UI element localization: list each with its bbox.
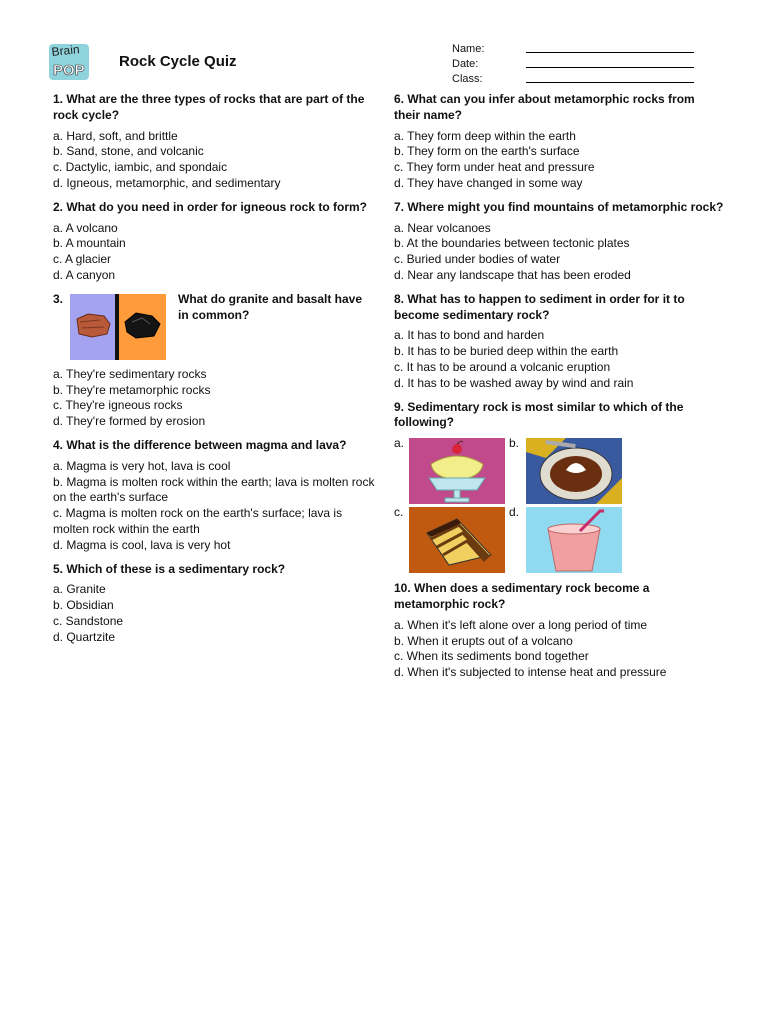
- answer-option: b. Sand, stone, and volcanic: [53, 144, 204, 159]
- left-column: [53, 92, 378, 654]
- question-text: 9. Sedimentary rock is most similar to which of the following?: [394, 399, 684, 430]
- brainpop-logo: [47, 40, 95, 82]
- answer-option: d. Magma is cool, lava is very hot: [53, 537, 231, 552]
- answer-option: b. They form on the earth's surface: [394, 144, 580, 159]
- question-text: 10. When does a sedimentary rock become a metamorphic rock?: [394, 581, 650, 611]
- quiz-title: Rock Cycle Quiz: [119, 53, 237, 70]
- answer-option: d. They have changed in some way: [394, 175, 583, 190]
- answer-option: c. When its sediments bond together: [394, 649, 589, 664]
- answer-option: c. A glacier: [53, 252, 112, 267]
- right-column: [394, 92, 724, 689]
- question-1: [53, 92, 378, 192]
- question-number: 3.: [53, 291, 64, 306]
- answer-option: c. Dactylic, iambic, and spondaic: [53, 160, 228, 175]
- answer-option: c. It has to be around a volcanic eruption: [394, 359, 611, 374]
- ice-cream-sundae-image: [409, 438, 505, 504]
- answer-option: a. It has to bond and harden: [394, 328, 545, 343]
- answer-option: c. Sandstone: [53, 613, 124, 628]
- answer-option: c.: [394, 505, 404, 520]
- granite-basalt-image: [70, 294, 166, 360]
- answer-option: b. They're metamorphic rocks: [53, 382, 211, 397]
- answer-option: a. When it's left alone over a long period of time: [394, 617, 648, 632]
- answer-option: d. A canyon: [53, 267, 116, 282]
- question-text: 6. What can you infer about metamorphic rocks from their name?: [394, 92, 695, 122]
- answer-option: d.: [509, 505, 520, 520]
- question-9: [394, 400, 724, 574]
- question-3: [53, 292, 378, 430]
- question-4: [53, 438, 378, 554]
- question-6: [394, 92, 724, 192]
- answer-option: d. It has to be washed away by wind and rain: [394, 375, 634, 390]
- question-text: 8. What has to happen to sediment in order for it to become sedimentary rock?: [394, 291, 685, 322]
- class-label: Class:: [452, 73, 483, 85]
- answer-option: b. At the boundaries between tectonic plates: [394, 236, 630, 251]
- question-text: 4. What is the difference between magma and lava?: [53, 437, 347, 452]
- answer-option: c. They form under heat and pressure: [394, 160, 595, 175]
- question-text: 2. What do you need in order for igneous rock to form?: [53, 199, 368, 214]
- question-7: [394, 200, 724, 284]
- student-info-fields: [452, 43, 702, 88]
- answer-option: a. Granite: [53, 582, 106, 597]
- answer-option: d. Igneous, metamorphic, and sedimentary: [53, 175, 281, 190]
- answer-option: d. Quartzite: [53, 629, 116, 644]
- answer-option: a. A volcano: [53, 220, 118, 235]
- class-field[interactable]: [452, 73, 702, 88]
- answer-option: b. Obsidian: [53, 598, 114, 613]
- answer-option: b.: [509, 436, 520, 451]
- milkshake-image: [526, 507, 622, 573]
- date-field[interactable]: [452, 58, 702, 73]
- answer-option: b. Magma is molten rock within the earth; lava is molten rock on the earth's surface: [53, 474, 375, 505]
- answer-option: a. Hard, soft, and brittle: [53, 128, 178, 143]
- answer-option: d. They're formed by erosion: [53, 414, 206, 429]
- answer-option: c. Buried under bodies of water: [394, 252, 561, 267]
- question-text: 5. Which of these is a sedimentary rock?: [53, 561, 286, 576]
- question-10: [394, 581, 724, 681]
- question-5: [53, 562, 378, 646]
- answer-option: a. Near volcanoes: [394, 220, 491, 235]
- name-label: Name:: [452, 43, 485, 55]
- answer-option: d. Near any landscape that has been eroded: [394, 267, 631, 282]
- answer-option: a. They're sedimentary rocks: [53, 366, 207, 381]
- chocolate-pudding-image: [526, 438, 622, 504]
- date-line[interactable]: [526, 67, 694, 68]
- question-text: What do granite and basalt have in common?: [178, 291, 363, 322]
- name-field[interactable]: [452, 43, 702, 58]
- name-line[interactable]: [526, 52, 694, 53]
- question-text: 1. What are the three types of rocks that are part of the rock cycle?: [53, 92, 365, 122]
- question-8: [394, 292, 724, 392]
- date-label: Date:: [452, 58, 479, 70]
- answer-option: c. Magma is molten rock on the earth's surface; lava is molten rock within the earth: [53, 506, 343, 536]
- answer-option: c. They're igneous rocks: [53, 398, 183, 413]
- image-answer-grid: [394, 436, 724, 573]
- svg-text:POP: POP: [53, 62, 85, 79]
- answer-option: b. When it erupts out of a volcano: [394, 633, 573, 648]
- layered-cake-image: [409, 507, 505, 573]
- answer-option: a. Magma is very hot, lava is cool: [53, 458, 231, 473]
- answer-option: b. It has to be buried deep within the earth: [394, 344, 619, 359]
- question-text: 7. Where might you find mountains of metamorphic rock?: [394, 199, 724, 214]
- question-2: [53, 200, 378, 284]
- answer-option: b. A mountain: [53, 236, 126, 251]
- answer-option: a.: [394, 436, 405, 451]
- answer-option: d. When it's subjected to intense heat and pressure: [394, 665, 667, 680]
- answer-option: a. They form deep within the earth: [394, 128, 576, 143]
- svg-text:Brain: Brain: [50, 42, 81, 59]
- class-line[interactable]: [526, 82, 694, 83]
